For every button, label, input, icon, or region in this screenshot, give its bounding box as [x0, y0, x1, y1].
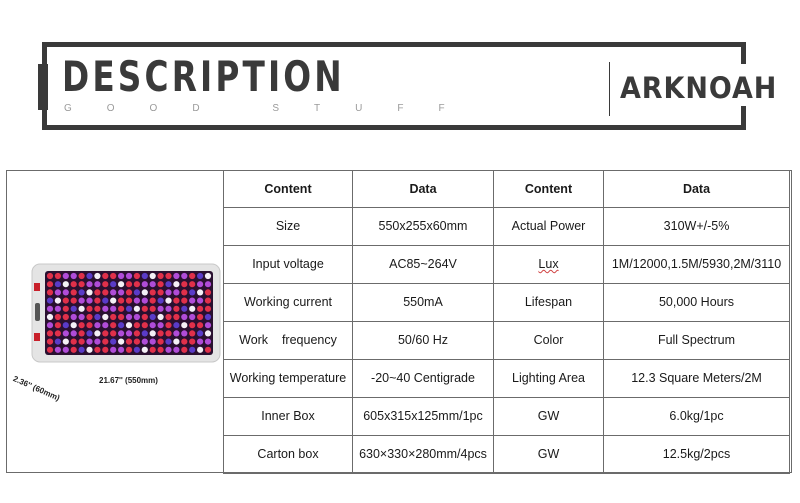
table-row: [224, 397, 790, 435]
led-dot: [118, 306, 124, 312]
led-dot: [126, 289, 132, 295]
led-dot: [63, 339, 69, 345]
led-dot: [71, 322, 77, 328]
led-dot: [142, 322, 148, 328]
led-dot: [47, 330, 53, 336]
page-subtitle: GOOD STUFF: [64, 103, 480, 114]
led-dot: [71, 281, 77, 287]
led-dot: [86, 322, 92, 328]
led-dot: [79, 298, 85, 304]
led-dot: [86, 281, 92, 287]
led-dot: [94, 314, 100, 320]
led-dot: [181, 298, 187, 304]
led-dot: [181, 347, 187, 353]
led-dot: [189, 330, 195, 336]
led-dot: [110, 330, 116, 336]
led-dot: [134, 330, 140, 336]
led-dot: [110, 322, 116, 328]
led-dot: [134, 306, 140, 312]
led-dot: [158, 273, 164, 279]
led-dot: [197, 322, 203, 328]
table-row: [224, 359, 790, 397]
led-dot: [165, 339, 171, 345]
led-dot: [197, 330, 203, 336]
led-dot: [79, 322, 85, 328]
led-dot: [118, 281, 124, 287]
cell-value: 605x315x125mm/1pc: [353, 397, 494, 435]
led-dot: [55, 289, 61, 295]
led-dot: [55, 314, 61, 320]
table-row: [224, 435, 790, 473]
cell-value: Full Spectrum: [604, 321, 790, 359]
led-dot: [189, 306, 195, 312]
cell-label: Size: [224, 207, 353, 245]
led-dot: [181, 330, 187, 336]
led-dot: [102, 322, 108, 328]
led-dot: [71, 289, 77, 295]
led-dot: [181, 273, 187, 279]
cell-label: Carton box: [224, 435, 353, 473]
led-dot: [94, 339, 100, 345]
led-dot: [110, 347, 116, 353]
led-dot: [102, 289, 108, 295]
led-dot: [173, 298, 179, 304]
header-content-2: Content: [494, 171, 604, 207]
led-dot: [134, 298, 140, 304]
header-data-2: Data: [604, 171, 790, 207]
led-dot: [94, 322, 100, 328]
product-image-cell: [7, 171, 224, 472]
led-dot: [142, 347, 148, 353]
led-dot: [173, 314, 179, 320]
table-row: [224, 207, 790, 245]
cell-value: 310W+/-5%: [604, 207, 790, 245]
led-dot: [142, 281, 148, 287]
led-dot: [134, 273, 140, 279]
led-dot: [63, 281, 69, 287]
led-dot: [173, 273, 179, 279]
led-dot: [71, 330, 77, 336]
led-dot: [126, 281, 132, 287]
led-dot: [181, 289, 187, 295]
cell-value: 50,000 Hours: [604, 283, 790, 321]
led-dot: [173, 306, 179, 312]
led-dot: [150, 281, 156, 287]
led-dot: [173, 281, 179, 287]
led-dot: [173, 347, 179, 353]
led-dot: [79, 281, 85, 287]
led-dot: [165, 289, 171, 295]
led-dot: [55, 306, 61, 312]
header-data-1: Data: [353, 171, 494, 207]
cell-label: Working temperature: [224, 359, 353, 397]
led-dot: [158, 281, 164, 287]
led-dot: [126, 339, 132, 345]
cell-label: Work frequency: [224, 321, 353, 359]
led-dot: [189, 281, 195, 287]
led-dot: [197, 339, 203, 345]
led-dot: [150, 314, 156, 320]
led-dot: [142, 306, 148, 312]
led-dot: [55, 347, 61, 353]
led-dot: [134, 322, 140, 328]
brand-logo: ARKNOAH: [620, 71, 778, 105]
led-dot: [79, 347, 85, 353]
led-dot: [165, 306, 171, 312]
led-dot: [110, 306, 116, 312]
led-dot: [189, 289, 195, 295]
led-dot: [150, 330, 156, 336]
led-dot: [181, 306, 187, 312]
cell-value: 12.5kg/2pcs: [604, 435, 790, 473]
led-dot: [94, 298, 100, 304]
led-dot: [150, 273, 156, 279]
led-dot: [150, 298, 156, 304]
led-dot: [181, 339, 187, 345]
led-dot: [158, 322, 164, 328]
led-dot: [118, 314, 124, 320]
banner-frame-top: [42, 42, 746, 47]
led-dot: [47, 339, 53, 345]
led-dot: [55, 322, 61, 328]
led-dot: [142, 273, 148, 279]
led-dot: [158, 298, 164, 304]
power-switch: [34, 283, 40, 291]
led-dot: [142, 289, 148, 295]
cord-socket: [35, 303, 40, 321]
led-dot: [197, 273, 203, 279]
led-dot: [110, 273, 116, 279]
cell-value: AC85~264V: [353, 245, 494, 283]
led-dot: [150, 347, 156, 353]
led-dot: [189, 347, 195, 353]
led-dot: [102, 339, 108, 345]
led-dot: [79, 289, 85, 295]
led-dot: [126, 330, 132, 336]
led-dot: [205, 289, 211, 295]
led-dot: [197, 306, 203, 312]
led-dot: [173, 289, 179, 295]
led-dot: [165, 347, 171, 353]
led-dot: [63, 330, 69, 336]
grow-light-image: [31, 263, 221, 363]
led-dot: [102, 314, 108, 320]
led-dot: [118, 289, 124, 295]
led-dot: [205, 339, 211, 345]
cell-label: GW: [494, 435, 604, 473]
led-dot: [150, 322, 156, 328]
led-dot: [110, 314, 116, 320]
led-dot: [71, 339, 77, 345]
led-dot: [47, 273, 53, 279]
led-dot: [181, 281, 187, 287]
led-dot: [165, 281, 171, 287]
led-dot: [86, 298, 92, 304]
cell-value: 550x255x60mm: [353, 207, 494, 245]
led-dot: [55, 281, 61, 287]
led-dot: [173, 322, 179, 328]
cell-label: Actual Power: [494, 207, 604, 245]
led-dot: [94, 281, 100, 287]
led-dot: [142, 330, 148, 336]
table-row: [224, 321, 790, 359]
description-banner: [42, 42, 778, 130]
table-row: [224, 245, 790, 283]
spec-table: [223, 171, 790, 474]
led-dot: [158, 347, 164, 353]
led-dot: [94, 289, 100, 295]
led-dot: [79, 314, 85, 320]
cell-value: -20~40 Centigrade: [353, 359, 494, 397]
spec-panel: [6, 170, 792, 473]
led-dot: [86, 273, 92, 279]
led-dot: [189, 339, 195, 345]
led-dot: [63, 322, 69, 328]
led-dot: [150, 339, 156, 345]
cell-label: Color: [494, 321, 604, 359]
led-dot: [158, 330, 164, 336]
led-dot: [205, 314, 211, 320]
cell-value: 1M/12000,1.5M/5930,2M/3110: [604, 245, 790, 283]
led-dot: [86, 306, 92, 312]
led-dot: [205, 322, 211, 328]
led-dot: [110, 289, 116, 295]
led-dot: [102, 273, 108, 279]
led-dot: [165, 322, 171, 328]
led-dot: [158, 306, 164, 312]
led-dot: [126, 306, 132, 312]
led-dot: [205, 298, 211, 304]
led-dot: [173, 330, 179, 336]
led-dot: [47, 347, 53, 353]
led-dot: [118, 322, 124, 328]
veg-switch: [34, 333, 40, 341]
led-dot: [110, 298, 116, 304]
led-dot: [189, 314, 195, 320]
led-dot: [86, 314, 92, 320]
led-dot: [86, 330, 92, 336]
led-dot: [197, 347, 203, 353]
led-dot: [173, 339, 179, 345]
led-dot: [134, 281, 140, 287]
led-dot: [126, 273, 132, 279]
led-dot: [86, 289, 92, 295]
led-dot: [205, 330, 211, 336]
banner-frame-right-top: [741, 42, 746, 64]
led-dot: [134, 289, 140, 295]
led-dot: [63, 273, 69, 279]
led-dot: [102, 281, 108, 287]
led-dot: [158, 314, 164, 320]
led-dot: [118, 347, 124, 353]
led-dot: [118, 273, 124, 279]
led-dot: [63, 314, 69, 320]
led-dot: [118, 339, 124, 345]
led-dot: [79, 339, 85, 345]
page-title: DESCRIPTION: [62, 52, 345, 101]
led-dot: [55, 298, 61, 304]
led-dot: [165, 330, 171, 336]
cell-value: 630×330×280mm/4pcs: [353, 435, 494, 473]
led-dot: [181, 314, 187, 320]
led-dot: [181, 322, 187, 328]
cell-label: Working current: [224, 283, 353, 321]
led-dot: [47, 322, 53, 328]
led-dot: [102, 347, 108, 353]
led-dot: [102, 330, 108, 336]
lux-label: Lux: [538, 257, 559, 271]
led-dot: [110, 339, 116, 345]
led-dot: [158, 339, 164, 345]
cell-value: 6.0kg/1pc: [604, 397, 790, 435]
cell-label: Lighting Area: [494, 359, 604, 397]
table-header-row: [224, 171, 790, 207]
width-dimension: 21.67'' (550mm): [99, 376, 158, 385]
led-dot: [63, 347, 69, 353]
led-dot: [189, 273, 195, 279]
led-dot: [126, 347, 132, 353]
led-dot: [47, 281, 53, 287]
led-dot: [165, 273, 171, 279]
banner-frame-bottom: [42, 125, 746, 130]
led-dot: [71, 298, 77, 304]
led-dot: [63, 306, 69, 312]
led-dot: [63, 298, 69, 304]
cell-label: Lifespan: [494, 283, 604, 321]
led-dot: [205, 347, 211, 353]
led-dot: [55, 273, 61, 279]
led-dot: [142, 314, 148, 320]
led-dot: [94, 273, 100, 279]
led-dot: [47, 314, 53, 320]
cell-value: 550mA: [353, 283, 494, 321]
led-dot: [205, 281, 211, 287]
led-dot: [134, 347, 140, 353]
led-dot: [205, 306, 211, 312]
led-dot: [205, 273, 211, 279]
led-dot: [102, 306, 108, 312]
led-dot: [142, 339, 148, 345]
led-dot: [71, 314, 77, 320]
led-dot: [165, 314, 171, 320]
led-dot: [79, 306, 85, 312]
led-dot: [197, 298, 203, 304]
table-row: [224, 283, 790, 321]
led-dot: [189, 322, 195, 328]
led-dot: [71, 347, 77, 353]
led-dot: [197, 289, 203, 295]
led-dot: [63, 289, 69, 295]
led-dot: [150, 289, 156, 295]
cell-label: Inner Box: [224, 397, 353, 435]
led-dot: [165, 298, 171, 304]
led-dot: [47, 289, 53, 295]
banner-divider: [609, 62, 610, 116]
led-dot: [47, 306, 53, 312]
banner-frame-right-bottom: [741, 106, 746, 130]
led-dot: [94, 347, 100, 353]
banner-accent-bar: [38, 64, 48, 110]
led-dot: [71, 273, 77, 279]
led-dot: [79, 273, 85, 279]
led-dot: [189, 298, 195, 304]
cell-value: 12.3 Square Meters/2M: [604, 359, 790, 397]
depth-dimension: 2.36'' (60mm): [11, 374, 62, 403]
led-dot: [86, 339, 92, 345]
led-dot: [47, 298, 53, 304]
cell-label: Input voltage: [224, 245, 353, 283]
led-dot: [71, 306, 77, 312]
led-dot: [126, 314, 132, 320]
led-dot: [158, 289, 164, 295]
led-dot: [142, 298, 148, 304]
led-dot: [102, 298, 108, 304]
cell-value: 50/60 Hz: [353, 321, 494, 359]
led-dot: [118, 298, 124, 304]
led-dot: [94, 306, 100, 312]
led-dot: [134, 314, 140, 320]
led-dot: [110, 281, 116, 287]
led-dot: [197, 314, 203, 320]
led-dot: [79, 330, 85, 336]
led-dot: [150, 306, 156, 312]
led-dot: [118, 330, 124, 336]
cell-label: [494, 245, 604, 283]
led-dot: [126, 322, 132, 328]
led-dot: [55, 330, 61, 336]
header-content-1: Content: [224, 171, 353, 207]
led-dot: [86, 347, 92, 353]
led-dot: [55, 339, 61, 345]
led-dot: [197, 281, 203, 287]
led-dot: [126, 298, 132, 304]
led-dot: [94, 330, 100, 336]
cell-label: GW: [494, 397, 604, 435]
led-dot: [134, 339, 140, 345]
